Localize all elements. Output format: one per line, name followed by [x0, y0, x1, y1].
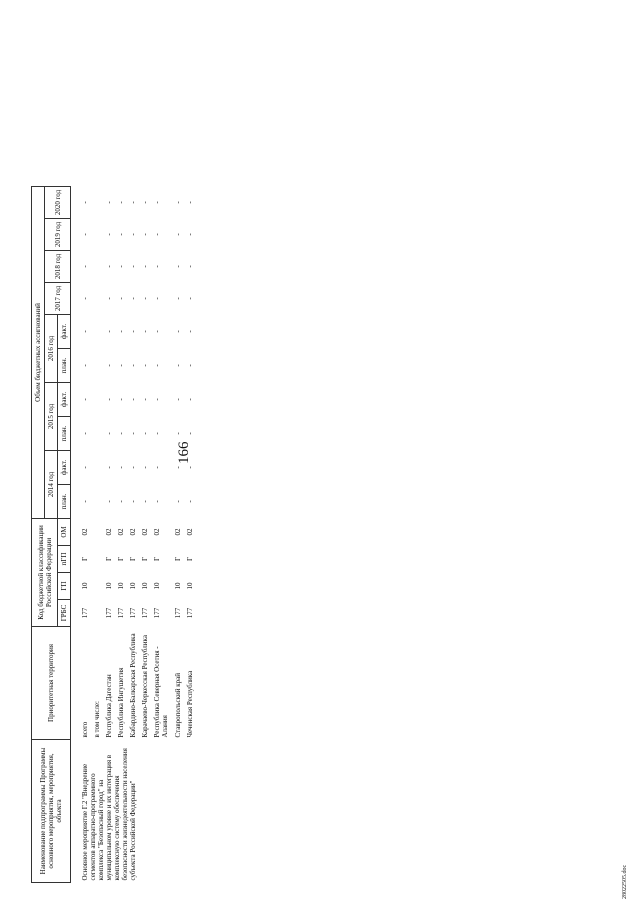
value-cell: -	[105, 233, 114, 236]
value-cell: -	[117, 398, 126, 401]
value-cell: -	[81, 201, 90, 204]
value-cell: -	[153, 398, 162, 401]
header-2015-plan: план.	[58, 417, 71, 451]
value-cell: -	[141, 432, 150, 435]
header-2017: 2017 год	[45, 283, 71, 315]
pgp-cell: Г	[105, 556, 114, 562]
value-cell	[89, 187, 101, 219]
grbs-cell: 177	[141, 607, 150, 619]
value-cell: -	[141, 330, 150, 333]
value-cell: -	[117, 330, 126, 333]
value-cell: -	[185, 398, 194, 401]
territory: в том числе:	[93, 701, 102, 738]
value-cell: -	[129, 500, 138, 503]
pgp-cell: Г	[153, 556, 162, 562]
header-2015-fact: факт.	[58, 383, 71, 417]
header-2016: 2016 год	[45, 315, 58, 383]
territory: Республика Северная Осетия - Алания	[153, 646, 170, 738]
value-cell: -	[185, 297, 194, 300]
value-cell: -	[153, 297, 162, 300]
value-cell: -	[129, 466, 138, 469]
om-cell: 02	[173, 528, 182, 536]
value-cell: -	[173, 233, 182, 236]
value-cell: -	[117, 233, 126, 236]
value-cell: -	[129, 330, 138, 333]
header-name: Наименование подпрограммы Программы основного мероприятия, мероприятия, объекта	[32, 740, 71, 883]
value-cell: -	[185, 466, 194, 469]
gp-cell: 10	[117, 582, 126, 590]
value-cell: -	[141, 398, 150, 401]
grbs-cell: 177	[117, 607, 126, 619]
value-cell: -	[117, 201, 126, 204]
om-cell: 02	[185, 528, 194, 536]
value-cell: -	[141, 201, 150, 204]
territory: Чеченская Республика	[185, 670, 194, 738]
gp-cell: 10	[185, 582, 194, 590]
value-cell: -	[81, 432, 90, 435]
header-grbs: ГРБС	[58, 600, 71, 627]
gp-cell: 10	[81, 582, 90, 590]
value-cell: -	[105, 297, 114, 300]
value-cell: -	[153, 201, 162, 204]
value-cell: -	[81, 500, 90, 503]
territory: Кабардино-Балкарская Республика	[129, 633, 138, 738]
value-cell: -	[129, 233, 138, 236]
gp-cell: 10	[141, 582, 150, 590]
territory: Ставропольский край	[173, 673, 182, 738]
territory: Карачаево-Черкесская Республика	[141, 635, 150, 738]
value-cell: -	[173, 432, 182, 435]
value-cell: -	[129, 297, 138, 300]
gp-cell: 10	[153, 582, 162, 590]
header-2016-fact: факт.	[58, 315, 71, 349]
om-cell	[89, 519, 101, 546]
grbs-cell: 177	[105, 607, 114, 619]
om-cell: 02	[105, 528, 114, 536]
value-cell: -	[185, 364, 194, 367]
header-budget-code: Код бюджетной классификации Российской Федерации	[32, 519, 58, 627]
value-cell: -	[81, 466, 90, 469]
value-cell: -	[129, 265, 138, 268]
value-cell: -	[129, 432, 138, 435]
value-cell	[89, 349, 101, 383]
header-2018: 2018 год	[45, 251, 71, 283]
value-cell	[89, 417, 101, 451]
header-om: ОМ	[58, 519, 71, 546]
value-cell: -	[141, 265, 150, 268]
pgp-cell: Г	[117, 556, 126, 562]
value-cell: -	[141, 297, 150, 300]
pgp-cell: Г	[81, 556, 90, 562]
value-cell: -	[105, 466, 114, 469]
value-cell: -	[105, 364, 114, 367]
value-cell	[89, 383, 101, 417]
om-cell: 02	[129, 528, 138, 536]
value-cell: -	[185, 432, 194, 435]
value-cell: -	[81, 398, 90, 401]
value-cell: -	[105, 398, 114, 401]
value-cell: -	[153, 233, 162, 236]
value-cell: -	[173, 398, 182, 401]
value-cell: -	[105, 432, 114, 435]
value-cell: -	[185, 233, 194, 236]
value-cell: -	[185, 500, 194, 503]
measure-name: Основное мероприятие Г.2 "Внедрение сегментов аппаратно-программного комплекса "Безопасный город" на муниципальном уровне и их интеграция в комплексную систему обеспечения безопасности жизнедеятельности населения субъекта Российской Федерации"	[81, 748, 138, 881]
table-row	[77, 187, 89, 883]
value-cell: -	[185, 201, 194, 204]
value-cell: -	[117, 265, 126, 268]
header-2014-plan: план.	[58, 485, 71, 519]
grbs-cell: 177	[81, 607, 90, 619]
gp-cell: 10	[173, 582, 182, 590]
grbs-cell: 177	[173, 607, 182, 619]
value-cell: -	[105, 330, 114, 333]
header-pgp: пГП	[58, 546, 71, 573]
pgp-cell: Г	[185, 556, 194, 562]
pgp-cell	[89, 546, 101, 573]
value-cell: -	[117, 297, 126, 300]
budget-table	[31, 186, 194, 883]
om-cell: 02	[153, 528, 162, 536]
header-2014: 2014 год	[45, 451, 58, 519]
value-cell: -	[185, 265, 194, 268]
om-cell: 02	[141, 528, 150, 536]
territory: всего	[81, 721, 90, 738]
value-cell	[89, 251, 101, 283]
header-2014-fact: факт.	[58, 451, 71, 485]
value-cell: -	[141, 364, 150, 367]
pgp-cell: Г	[129, 556, 138, 562]
value-cell: -	[129, 364, 138, 367]
pgp-cell: Г	[141, 556, 150, 562]
value-cell: -	[81, 265, 90, 268]
value-cell	[89, 283, 101, 315]
value-cell: -	[153, 432, 162, 435]
value-cell: -	[173, 265, 182, 268]
gp-cell: 10	[129, 582, 138, 590]
gp-cell: 10	[105, 582, 114, 590]
value-cell: -	[81, 233, 90, 236]
grbs-cell: 177	[153, 607, 162, 619]
value-cell: -	[173, 364, 182, 367]
value-cell	[89, 219, 101, 251]
page-number: 166	[176, 441, 192, 464]
value-cell: -	[153, 364, 162, 367]
value-cell: -	[153, 330, 162, 333]
header-2015: 2015 год	[45, 383, 58, 451]
header-volume: Объем бюджетных ассигнований	[32, 187, 45, 519]
grbs-cell	[89, 600, 101, 627]
header-territory: Приоритетная территория	[32, 627, 71, 740]
value-cell	[89, 485, 101, 519]
header-2019: 2019 год	[45, 219, 71, 251]
value-cell: -	[173, 500, 182, 503]
value-cell: -	[141, 500, 150, 503]
value-cell: -	[153, 265, 162, 268]
header-2016-plan: план.	[58, 349, 71, 383]
value-cell: -	[153, 500, 162, 503]
value-cell: -	[141, 233, 150, 236]
value-cell: -	[105, 201, 114, 204]
header-gp: ГП	[58, 573, 71, 600]
value-cell: -	[129, 201, 138, 204]
value-cell: -	[117, 500, 126, 503]
grbs-cell: 177	[185, 607, 194, 619]
gp-cell	[89, 573, 101, 600]
document-id: 28022505.doc	[622, 864, 628, 899]
value-cell: -	[117, 364, 126, 367]
value-cell: -	[105, 265, 114, 268]
value-cell: -	[185, 330, 194, 333]
value-cell: -	[141, 466, 150, 469]
header-2020: 2020 год	[45, 187, 71, 219]
value-cell	[89, 315, 101, 349]
territory: Республика Дагестан	[105, 674, 114, 738]
value-cell: -	[117, 466, 126, 469]
value-cell: -	[105, 500, 114, 503]
value-cell: -	[173, 297, 182, 300]
value-cell: -	[81, 297, 90, 300]
value-cell: -	[153, 466, 162, 469]
om-cell: 02	[117, 528, 126, 536]
grbs-cell: 177	[129, 607, 138, 619]
value-cell: -	[173, 201, 182, 204]
value-cell: -	[173, 466, 182, 469]
value-cell	[89, 451, 101, 485]
value-cell: -	[81, 330, 90, 333]
om-cell: 02	[81, 528, 90, 536]
value-cell: -	[117, 432, 126, 435]
value-cell: -	[129, 398, 138, 401]
pgp-cell: Г	[173, 556, 182, 562]
table-body	[71, 187, 194, 883]
value-cell: -	[81, 364, 90, 367]
value-cell: -	[173, 330, 182, 333]
territory: Республика Ингушетия	[117, 667, 126, 738]
